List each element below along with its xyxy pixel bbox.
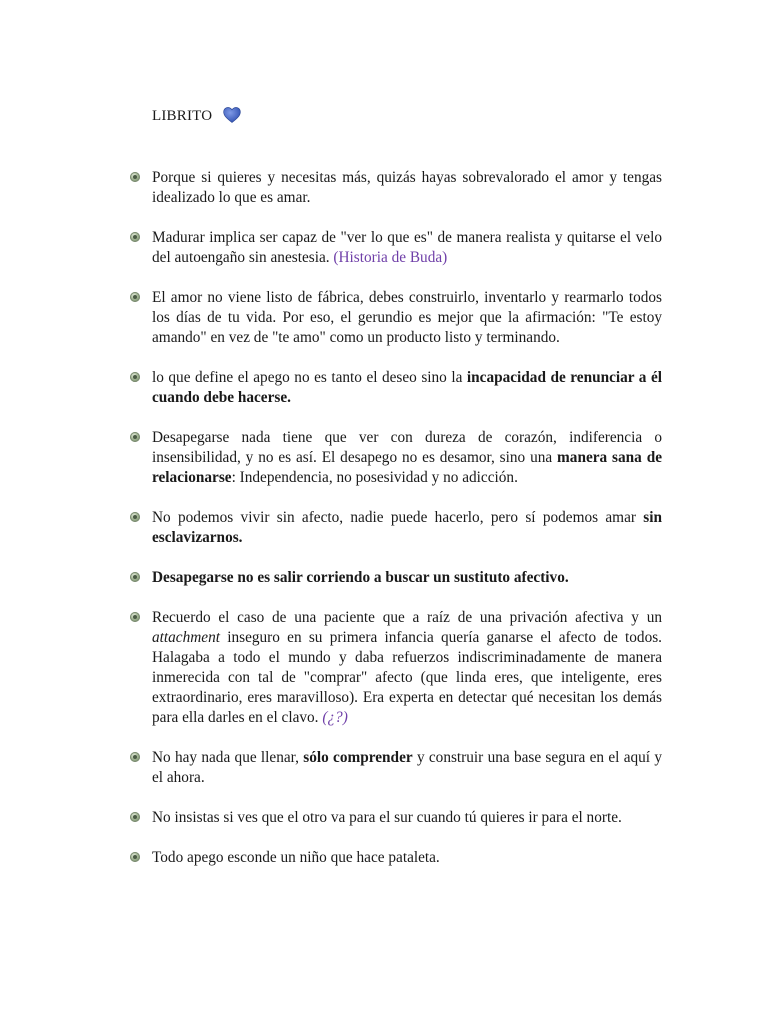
item-text: El amor no viene listo de fábrica, debes construirlo, inventarlo y rearmarlo todos los días de tu vida. Por eso, el gerundio es mejor que la afirmación: "Te estoy amando" en vez de "te amo" como un producto listo y terminando.: [152, 289, 662, 346]
item-text: Porque si quieres y necesitas más, quizás hayas sobrevalorado el amor y tengas idealizado lo que es amar.: [152, 169, 662, 206]
item-text: No hay nada que llenar,: [152, 749, 299, 766]
item-text: lo que define el apego no es tanto el deseo sino la: [152, 369, 463, 386]
item-italic-text: attachment: [152, 629, 220, 646]
list-item: [130, 368, 662, 408]
item-text-end: : Independencia, no posesividad y no adicción.: [231, 469, 518, 486]
list-item: [130, 848, 662, 868]
bullet-icon: [130, 292, 140, 302]
item-text: No podemos vivir sin afecto, nadie puede hacerlo, pero sí podemos amar: [152, 509, 636, 526]
bullet-icon: [130, 612, 140, 622]
list-item: [130, 808, 662, 828]
item-link[interactable]: (Historia de Buda): [333, 249, 448, 266]
item-bold-text: manera sana de relacionarse: [152, 449, 662, 486]
bullet-icon: [130, 172, 140, 182]
list-item: [130, 508, 662, 548]
item-text: No insistas si ves que el otro va para el sur cuando tú quieres ir para el norte.: [152, 809, 622, 826]
item-text: Recuerdo el caso de una paciente que a raíz de una privación afectiva y un: [152, 609, 662, 626]
bullet-icon: [130, 572, 140, 582]
item-text: Madurar implica ser capaz de "ver lo que es" de manera realista y quitarse el velo del autoengaño sin anestesia.: [152, 229, 662, 266]
item-bold-text: Desapegarse no es salir corriendo a buscar un sustituto afectivo.: [152, 569, 569, 586]
item-text: Todo apego esconde un niño que hace pataleta.: [152, 849, 440, 866]
list-item: [130, 288, 662, 348]
list-item: [130, 608, 662, 728]
item-link[interactable]: (¿?): [322, 709, 348, 726]
heart-icon: [222, 105, 242, 125]
bullet-icon: [130, 512, 140, 522]
list-item: [130, 168, 662, 208]
bullet-icon: [130, 852, 140, 862]
item-text-end: inseguro en su primera infancia quería ganarse el afecto de todos. Halagaba a todo el mundo y daba refuerzos indiscriminadamente de manera inmerecida con tal de "comprar" afecto (que linda eres, que inteligente, eres extraordinario, eres maravilloso). Era experta en detectar qué necesitan los demás para ella darles en el clavo.: [152, 629, 662, 726]
item-bold-text: sin esclavizarnos.: [152, 509, 662, 546]
list-item: [130, 568, 662, 588]
bullet-icon: [130, 232, 140, 242]
bullet-icon: [130, 372, 140, 382]
item-text-end: y construir una base segura en el aquí y el ahora.: [152, 749, 662, 786]
bullet-icon: [130, 812, 140, 822]
list-item: [130, 228, 662, 268]
document-title: LIBRITO: [152, 107, 213, 124]
list-item: [130, 428, 662, 488]
list-item: [130, 748, 662, 788]
title-row: [152, 107, 242, 125]
bullet-icon: [130, 752, 140, 762]
bullet-icon: [130, 432, 140, 442]
item-bold-text: sólo comprender: [303, 749, 413, 766]
item-bold-text: incapacidad de renunciar a él cuando debe hacerse.: [152, 369, 662, 406]
bullet-list: [130, 168, 662, 868]
item-text: Desapegarse nada tiene que ver con dureza de corazón, indiferencia o insensibilidad, y no es así. El desapego no es desamor, sino una: [152, 429, 662, 466]
